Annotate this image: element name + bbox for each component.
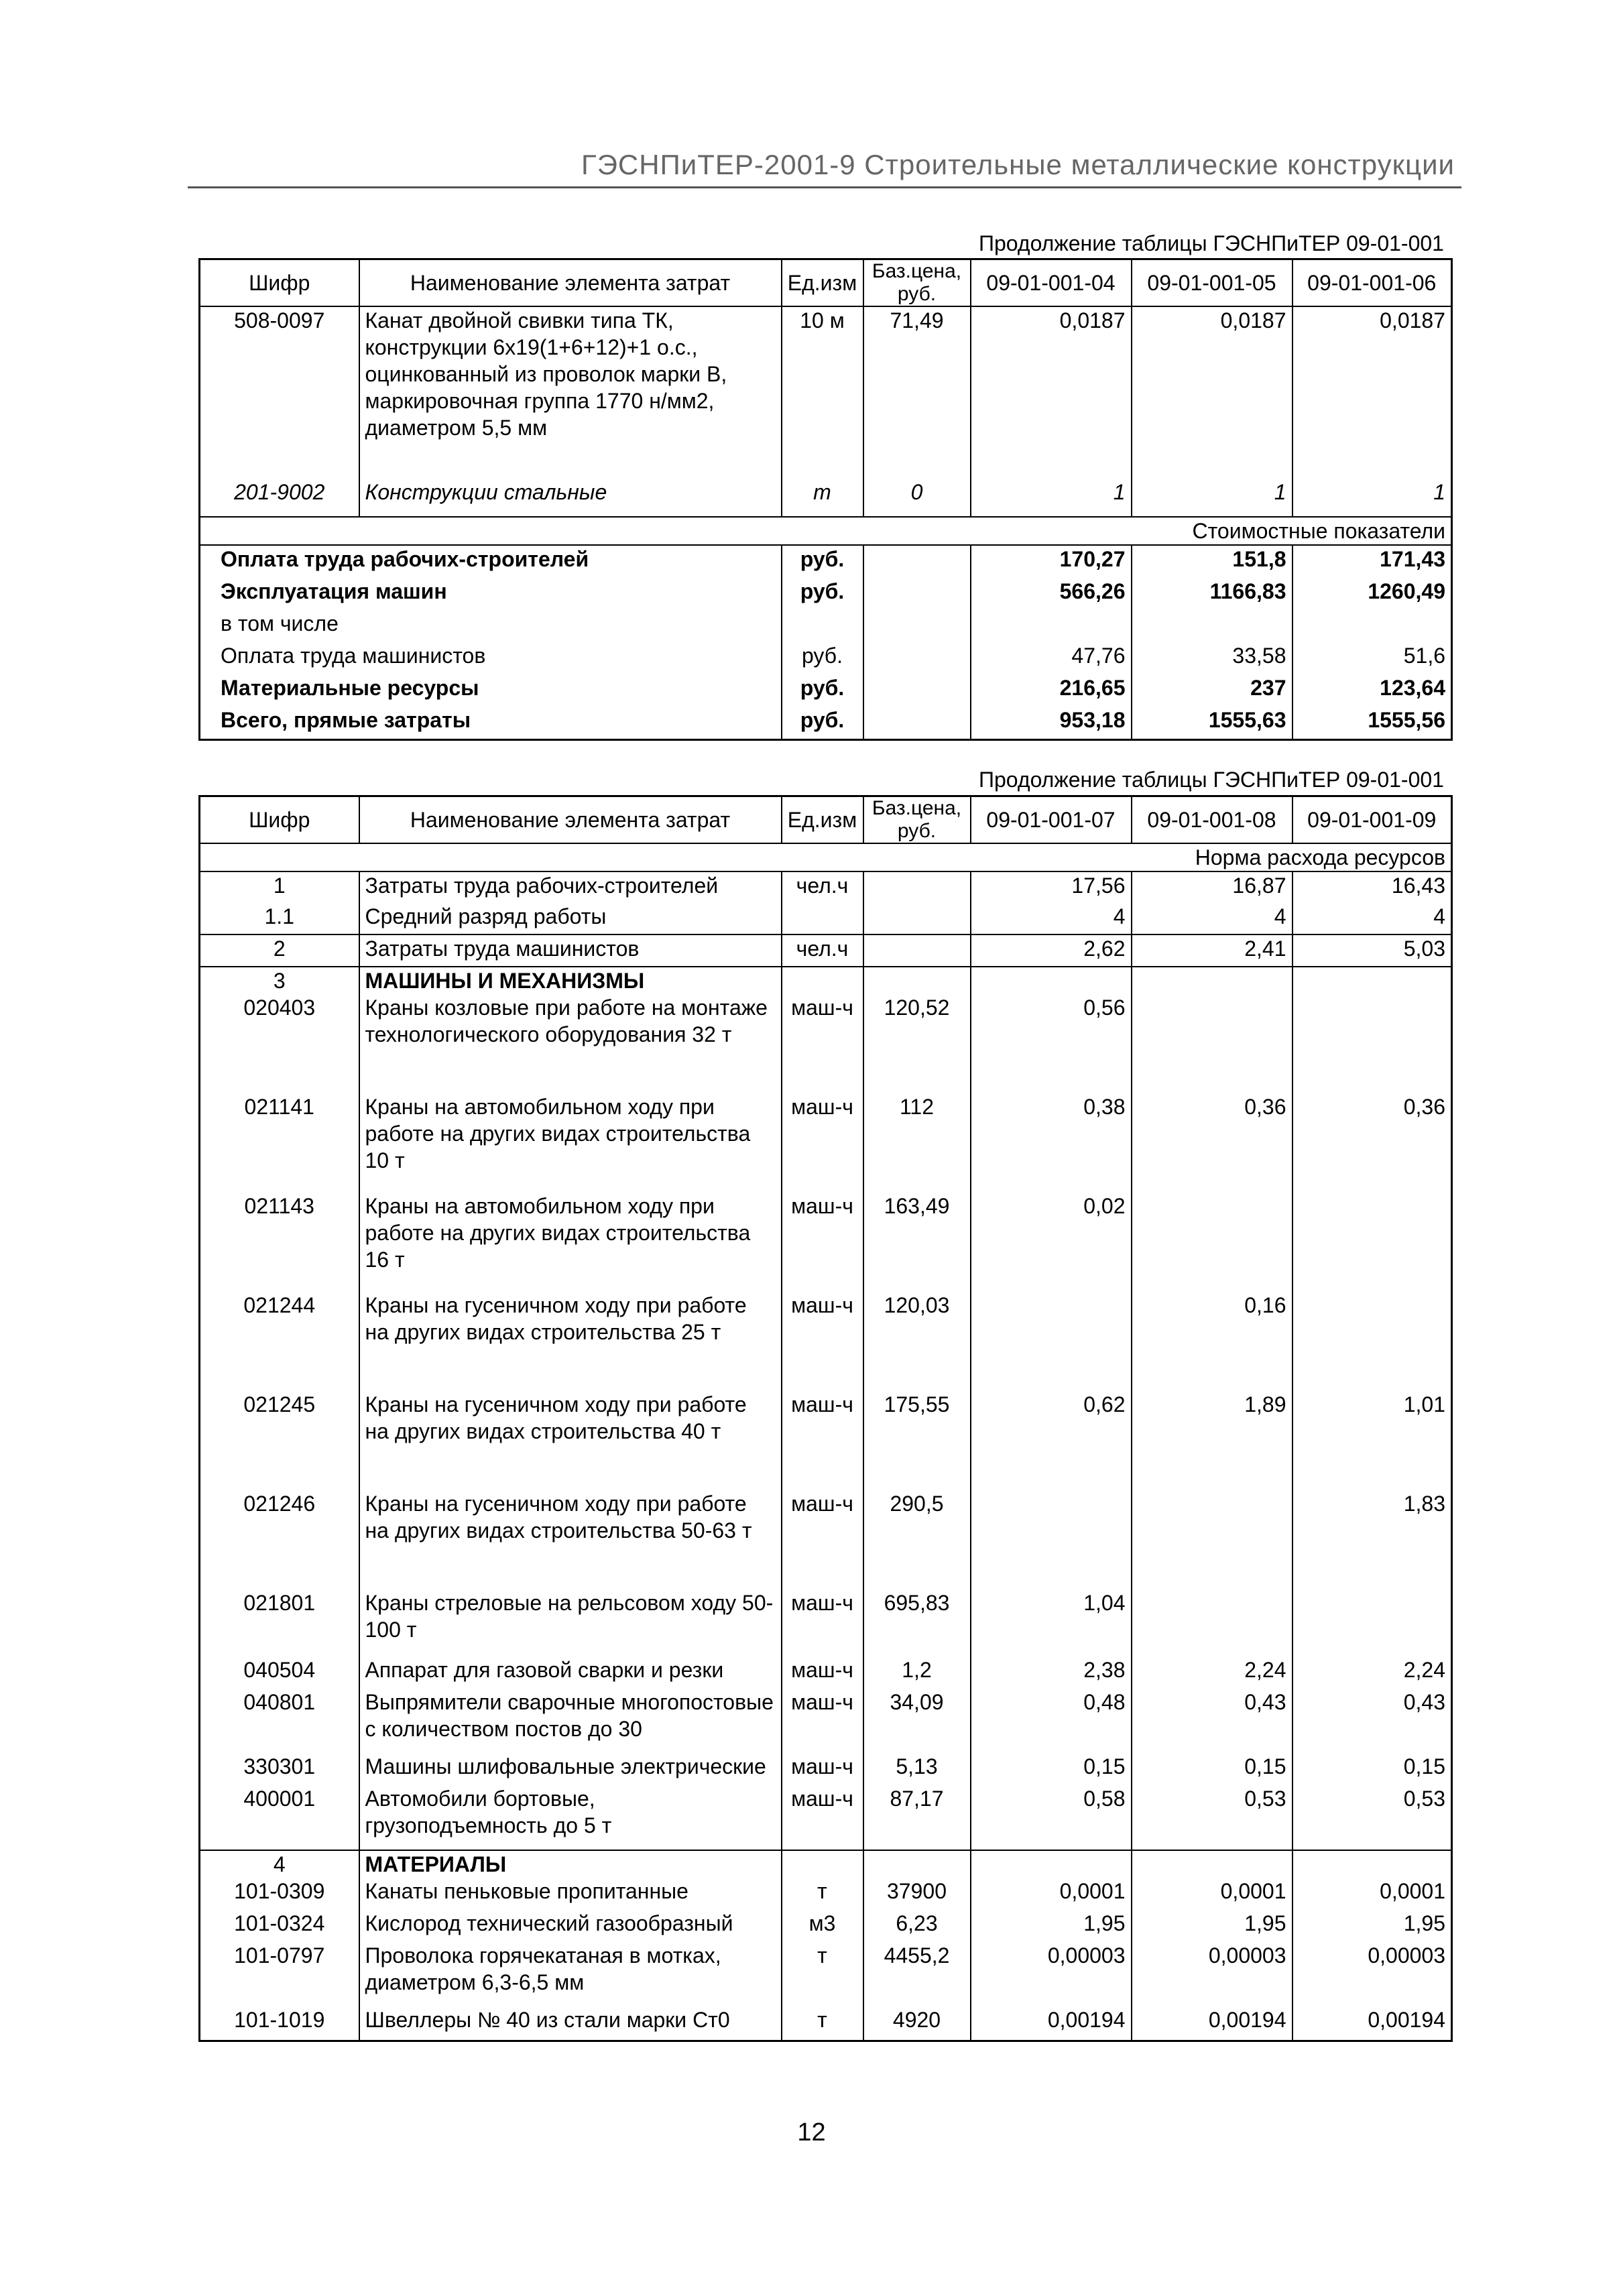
row-price [863,674,971,707]
row-value-2: 33,58 [1132,642,1293,674]
row-value-2: 0,36 [1132,1093,1293,1193]
row-code: 021143 [244,1194,314,1218]
row-value-2 [1132,1589,1293,1656]
row-name: Автомобили бортовые, грузоподъемность до 5 т [359,1785,782,1850]
header-col2: 09-01-001-05 [1132,259,1293,307]
row-value-3: 1,83 [1293,1490,1452,1589]
table-row [200,479,1452,517]
row-value-2: 1,95 [1132,1910,1293,1942]
row-name: Канаты пеньковые пропитанные [359,1878,782,1910]
row-price [863,545,971,578]
row-value-3: 171,43 [1293,545,1452,578]
row-value-1: 4 [971,903,1132,934]
table-row [200,934,1452,967]
row-value-3 [1293,1292,1452,1391]
row-name: Средний разряд работы [359,903,782,934]
row-unit: т [782,479,863,517]
row-code: 021801 [243,1591,316,1615]
row-value-3: 1555,56 [1293,707,1452,740]
row-name: Краны на гусеничном ходу при работе на других видах строительства 25 т [359,1292,782,1391]
row-value-3: 0,15 [1293,1753,1452,1785]
row-name: Проволока горячекатаная в мотках, диаметром 6,3-6,5 мм [359,1942,782,2006]
materials-heading [200,1850,1452,1878]
header-code: Шифр [200,796,359,844]
table-row [200,994,1452,1093]
row-unit: маш-ч [782,1689,863,1753]
row-value-3: 0,0187 [1293,306,1452,479]
row-value-2: 0,00194 [1132,2006,1293,2041]
row-value-1: 0,0001 [971,1878,1132,1910]
row-value-3: 16,43 [1293,871,1452,903]
row-price: 695,83 [863,1589,971,1656]
empty-cell [1293,967,1452,994]
row-code: 2 [200,934,359,967]
norm-section-label: Норма расхода ресурсов [200,843,1452,871]
row-value-2 [1132,994,1293,1093]
row-code: 021244 [243,1293,316,1317]
row-code: 020403 [243,995,316,1020]
row-value-1: 0,38 [971,1093,1132,1193]
row-name: Краны на автомобильном ходу при работе на других видах строительства 16 т [359,1193,782,1292]
row-unit: маш-ч [782,994,863,1093]
row-price: 6,23 [863,1910,971,1942]
row-code: 201-9002 [234,480,325,504]
row-unit: маш-ч [782,1490,863,1589]
row-value-3 [1293,1193,1452,1292]
row-value-1: 1,95 [971,1910,1132,1942]
table-row [200,2006,1452,2041]
row-price [863,610,971,642]
row-value-3: 1,01 [1293,1391,1452,1490]
row-value-2: 0,00003 [1132,1942,1293,2006]
row-unit: т [782,1878,863,1910]
page-number: 12 [797,2118,826,2147]
table-row [200,1589,1452,1656]
row-value-2: 1166,83 [1132,578,1293,610]
table1-caption: Продолжение таблицы ГЭСНПиТЕР 09-01-001 [979,231,1444,255]
row-code: 1 [200,871,359,903]
table-row [200,1391,1452,1490]
row-price: 120,03 [863,1292,971,1391]
row-value-1: 47,76 [971,642,1132,674]
row-code: 101-0797 [234,1943,325,1968]
header-name: Наименование элемента затрат [359,796,782,844]
row-value-3: 1,95 [1293,1910,1452,1942]
row-name: в том числе [221,611,339,636]
row-name: Затраты труда машинистов [359,934,782,967]
row-code: 1.1 [264,904,294,928]
row-price [863,871,971,903]
row-price [863,642,971,674]
row-unit: маш-ч [782,1193,863,1292]
row-price: 0 [863,479,971,517]
row-value-3: 0,43 [1293,1689,1452,1753]
row-value-3: 2,24 [1293,1656,1452,1689]
row-code: 101-0309 [234,1879,325,1903]
row-value-2: 237 [1132,674,1293,707]
empty-cell [971,1850,1132,1878]
row-value-1: 0,0187 [971,306,1132,479]
header-row [200,796,1452,844]
row-code: 400001 [243,1787,316,1811]
row-price [863,934,971,967]
row-unit: т [782,1942,863,2006]
empty-cell [863,1850,971,1878]
row-value-2 [1132,1490,1293,1589]
cost-section [200,517,1452,545]
row-name: Материальные ресурсы [221,676,479,700]
row-value-1: 566,26 [971,578,1132,610]
row-value-3: 0,00194 [1293,2006,1452,2041]
row-value-2: 16,87 [1132,871,1293,903]
row-unit: руб. [782,674,863,707]
row-price: 34,09 [863,1689,971,1753]
row-value-1: 1 [971,479,1132,517]
cost-row [200,674,1452,707]
row-value-3: 0,0001 [1293,1878,1452,1910]
table2-caption: Продолжение таблицы ГЭСНПиТЕР 09-01-001 [979,768,1444,792]
cost-row [200,642,1452,674]
table-row [200,1292,1452,1391]
row-value-1: 2,62 [971,934,1132,967]
empty-cell [782,967,863,994]
header-row [200,259,1452,307]
row-price: 4455,2 [863,1942,971,2006]
row-name: Швеллеры № 40 из стали марки Ст0 [359,2006,782,2041]
row-value-3: 123,64 [1293,674,1452,707]
row-unit: чел.ч [782,871,863,903]
row-unit: т [782,2006,863,2041]
row-value-2: 1555,63 [1132,707,1293,740]
row-unit: м3 [782,1910,863,1942]
row-price: 120,52 [863,994,971,1093]
row-value-2: 0,15 [1132,1753,1293,1785]
row-value-3: 5,03 [1293,934,1452,967]
table-row [200,1753,1452,1785]
row-unit: маш-ч [782,1093,863,1193]
row-unit: маш-ч [782,1391,863,1490]
empty-cell [971,967,1132,994]
row-value-2: 2,41 [1132,934,1293,967]
table-row [200,1910,1452,1942]
row-name: Краны на автомобильном ходу при работе на других видах строительства 10 т [359,1093,782,1193]
row-value-2: 1,89 [1132,1391,1293,1490]
row-unit: руб. [782,545,863,578]
cost-section-label: Стоимостные показатели [200,517,1452,545]
row-value-1: 0,15 [971,1753,1132,1785]
row-value-3: 51,6 [1293,642,1452,674]
table-row [200,1093,1452,1193]
row-value-1: 0,02 [971,1193,1132,1292]
row-name: Всего, прямые затраты [221,708,471,732]
machines-heading [200,967,1452,994]
running-header [188,146,1461,188]
row-value-2: 0,0001 [1132,1878,1293,1910]
row-name: Оплата труда рабочих-строителей [221,547,589,571]
header-col1: 09-01-001-04 [971,259,1132,307]
row-value-1: 170,27 [971,545,1132,578]
row-value-1: 0,56 [971,994,1132,1093]
row-unit: руб. [782,707,863,740]
row-value-1 [971,1490,1132,1589]
row-name: Эксплуатация машин [221,579,447,603]
empty-cell [1132,967,1293,994]
row-value-1: 17,56 [971,871,1132,903]
table-row [200,1878,1452,1910]
table-row [200,871,1452,903]
row-code: 021246 [243,1492,316,1516]
row-price: 37900 [863,1878,971,1910]
row-value-3: 4 [1293,903,1452,934]
table-row [200,1689,1452,1753]
running-header-text: ГЭСНПиТЕР-2001-9 Строительные металлические конструкции [581,149,1455,180]
row-value-2 [1132,610,1293,642]
section-title: МАТЕРИАЛЫ [359,1850,782,1878]
row-value-1: 953,18 [971,707,1132,740]
row-code: 040504 [243,1658,316,1682]
table1 [198,258,1453,741]
row-name: Кислород технический газообразный [359,1910,782,1942]
row-value-3 [1293,610,1452,642]
row-value-1: 0,62 [971,1391,1132,1490]
table-row [200,1785,1452,1850]
cost-row [200,578,1452,610]
row-name: Выпрямители сварочные многопостовые с количеством постов до 30 [359,1689,782,1753]
row-value-3: 0,00003 [1293,1942,1452,2006]
row-name: Затраты труда рабочих-строителей [359,871,782,903]
norm-section [200,843,1452,871]
row-value-2: 0,0187 [1132,306,1293,479]
row-name: Конструкции стальные [359,479,782,517]
row-unit: маш-ч [782,1753,863,1785]
header-code: Шифр [200,259,359,307]
row-price [863,903,971,934]
row-code: 021141 [244,1095,314,1119]
row-price: 112 [863,1093,971,1193]
row-value-3: 1260,49 [1293,578,1452,610]
empty-cell [1132,1850,1293,1878]
cost-row [200,610,1452,642]
row-unit: маш-ч [782,1589,863,1656]
row-value-1: 1,04 [971,1589,1132,1656]
table-row [200,903,1452,934]
row-value-2: 2,24 [1132,1656,1293,1689]
row-value-1 [971,1292,1132,1391]
row-price: 5,13 [863,1753,971,1785]
row-code: 021245 [243,1392,316,1416]
row-code: 101-1019 [234,2008,325,2032]
row-name: Краны козловые при работе на монтаже технологического оборудования 32 т [359,994,782,1093]
row-value-3: 0,36 [1293,1093,1452,1193]
row-value-1: 0,00194 [971,2006,1132,2041]
header-col1: 09-01-001-07 [971,796,1132,844]
row-value-1: 0,58 [971,1785,1132,1850]
row-unit: 10 м [782,306,863,479]
row-value-3: 0,53 [1293,1785,1452,1850]
row-unit: маш-ч [782,1292,863,1391]
header-unit: Ед.изм [782,796,863,844]
row-value-2: 1 [1132,479,1293,517]
row-unit: руб. [782,642,863,674]
row-unit: маш-ч [782,1785,863,1850]
cost-row [200,545,1452,578]
row-value-3: 1 [1293,479,1452,517]
header-unit: Ед.изм [782,259,863,307]
table-row [200,1490,1452,1589]
row-unit: маш-ч [782,1656,863,1689]
row-code: 040801 [243,1690,316,1714]
row-unit: руб. [782,578,863,610]
header-col3: 09-01-001-09 [1293,796,1452,844]
row-price [863,707,971,740]
table-row [200,1193,1452,1292]
section-code: 3 [200,967,359,994]
empty-cell [1293,1850,1452,1878]
row-value-2: 4 [1132,903,1293,934]
row-value-1: 0,00003 [971,1942,1132,2006]
row-value-1 [971,610,1132,642]
row-code: 330301 [243,1754,316,1778]
header-col2: 09-01-001-08 [1132,796,1293,844]
row-price: 290,5 [863,1490,971,1589]
row-name: Краны на гусеничном ходу при работе на других видах строительства 50-63 т [359,1490,782,1589]
row-price: 163,49 [863,1193,971,1292]
section-title: МАШИНЫ И МЕХАНИЗМЫ [359,967,782,994]
table-row [200,306,1452,479]
row-value-2: 0,43 [1132,1689,1293,1753]
table-row [200,1656,1452,1689]
header-col3: 09-01-001-06 [1293,259,1452,307]
row-price: 4920 [863,2006,971,2041]
row-unit: чел.ч [782,934,863,967]
header-price: Баз.цена, руб. [863,796,971,844]
row-value-2: 151,8 [1132,545,1293,578]
row-code: 508-0097 [200,306,359,479]
row-value-2: 0,16 [1132,1292,1293,1391]
row-price [863,578,971,610]
row-value-1: 216,65 [971,674,1132,707]
header-price: Баз.цена, руб. [863,259,971,307]
table-row [200,1942,1452,2006]
section-code: 4 [200,1850,359,1878]
row-price: 175,55 [863,1391,971,1490]
row-name: Краны стреловые на рельсовом ходу 50-100 т [359,1589,782,1656]
empty-cell [863,967,971,994]
row-value-2: 0,53 [1132,1785,1293,1850]
header-name: Наименование элемента затрат [359,259,782,307]
cost-row [200,707,1452,740]
table2 [198,795,1453,2042]
row-name: Оплата труда машинистов [221,644,486,668]
row-code: 101-0324 [234,1911,325,1935]
empty-cell [782,1850,863,1878]
row-price: 71,49 [863,306,971,479]
row-value-3 [1293,1589,1452,1656]
row-price: 87,17 [863,1785,971,1850]
row-name: Машины шлифовальные электрические [359,1753,782,1785]
row-price: 1,2 [863,1656,971,1689]
row-name: Краны на гусеничном ходу при работе на других видах строительства 40 т [359,1391,782,1490]
row-name: Канат двойной свивки типа ТК, конструкции 6х19(1+6+12)+1 о.с., оцинкованный из проволок марки В, маркировочная группа 1770 н/мм2, диаметром 5,5 мм [359,306,782,479]
row-value-1: 0,48 [971,1689,1132,1753]
row-value-2 [1132,1193,1293,1292]
row-value-1: 2,38 [971,1656,1132,1689]
row-name: Аппарат для газовой сварки и резки [359,1656,782,1689]
row-value-3 [1293,994,1452,1093]
row-unit [782,610,863,642]
row-unit [782,903,863,934]
